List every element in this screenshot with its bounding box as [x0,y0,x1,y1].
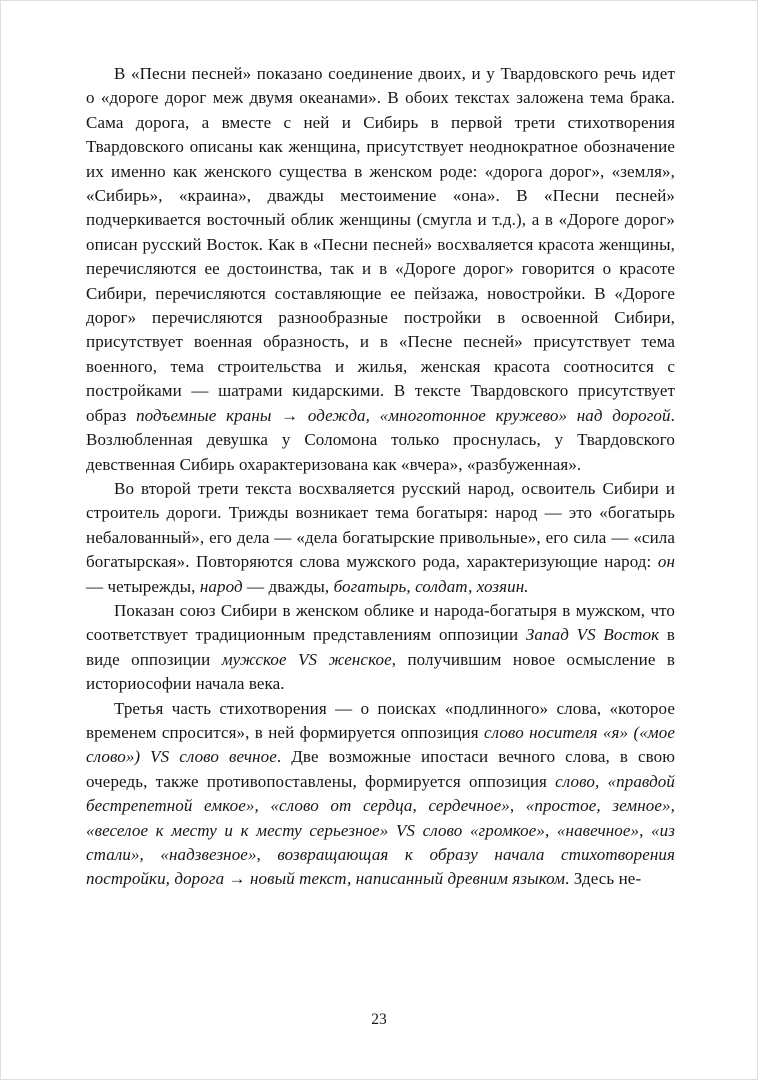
page-number: 23 [371,1011,387,1028]
italic-text-run: народ [199,576,243,596]
italic-text-run: слово носителя «я» («мое слово») VS слово вечное [86,722,676,767]
paragraph [86,697,675,892]
text-run: , получившим новое осмысление в историософии начала века. [86,649,675,694]
italic-text-run: слово, «правдой бестрепетной емкое», «слово от сердца, сердечное», «простое, земное», «веселое к месту и к месту серьезное» VS слово «громкое», «навечное», «из стали», «надзвезное», возвращающая к образу начала стихотворения постройки, дорога → новый текст, написанный древним языком [86,771,675,889]
italic-text-run: Запад VS Восток [525,625,660,645]
text-run: — дважды, [242,576,334,596]
italic-text-run: подъемные краны → одежда, «многотонное кружево» над дорогой [136,405,671,425]
text-run: . Возлюбленная девушка у Соломона только проснулась, у Твардовского девственная Сибирь охарактеризована как «вчера», «разбуженная». [86,405,675,474]
text-run: . Две возможные ипостаси вечного слова, в свою очередь, также противопоставлены, формируется оппозиция [86,747,676,791]
paragraph [86,599,675,697]
italic-text-run: богатырь, солдат, хозяин. [333,576,529,596]
document-body [86,62,675,892]
italic-text-run: мужское VS женское [221,649,392,669]
paragraph [86,62,675,477]
text-run: В «Песни песней» показано соединение двоих, и у Твардовского речь идет о «дороге дорог меж двумя океанами». В обоих текстах заложена тема брака. Сама дорога, а вместе с ней и Сибирь в первой трети стихотворения Твардовского описаны как женщина, присутствует неоднократное обозначение их именно как женского существа в женском роде: «дорога дорог», «земля», «Сибирь», «краина», дважды местоимение «она». В «Песни песней» подчеркивается восточный облик женщины (смугла и т.д.), а в «Дороге дорог» описан русский Восток. Как в «Песни песней» восхваляется красота женщины, перечисляются ее достоинства, так и в «Дороге дорог» говорится о красоте Сибири, перечисляются составляющие ее пейзажа, новостройки. В «Дороге дорог» перечисляются разнообразные постройки в освоенной Сибири, присутствует военная образность, и в «Песне песней» присутствует тема военного, тема строительства и жилья, женская красота соотносится с постройками — шатрами кидарскими. В тексте Твардовского присутствует образ [86,64,675,425]
text-run: Во второй трети текста восхваляется русский народ, освоитель Сибири и строитель дороги. Трижды возникает тема богатыря: народ — это «богатырь небалованный», его дела — «дела богатырские привольные», его сила — «сила богатырская». Повторяются слова мужского рода, характеризующие народ: [86,478,675,572]
italic-text-run: он [657,552,675,572]
text-run: в виде оппозиции [86,625,675,669]
text-run: — четырежды, [86,576,200,596]
text-run: . Здесь не- [565,869,642,889]
text-run: Третья часть стихотворения — о поисках «подлинного» слова, «которое временем спросится», в ней формируется оппозиция [86,698,675,742]
paragraph [86,477,675,599]
text-run: Показан союз Сибири в женском облике и народа-богатыря в мужском, что соответствует традиционным представлениям оппозиции [86,600,675,645]
